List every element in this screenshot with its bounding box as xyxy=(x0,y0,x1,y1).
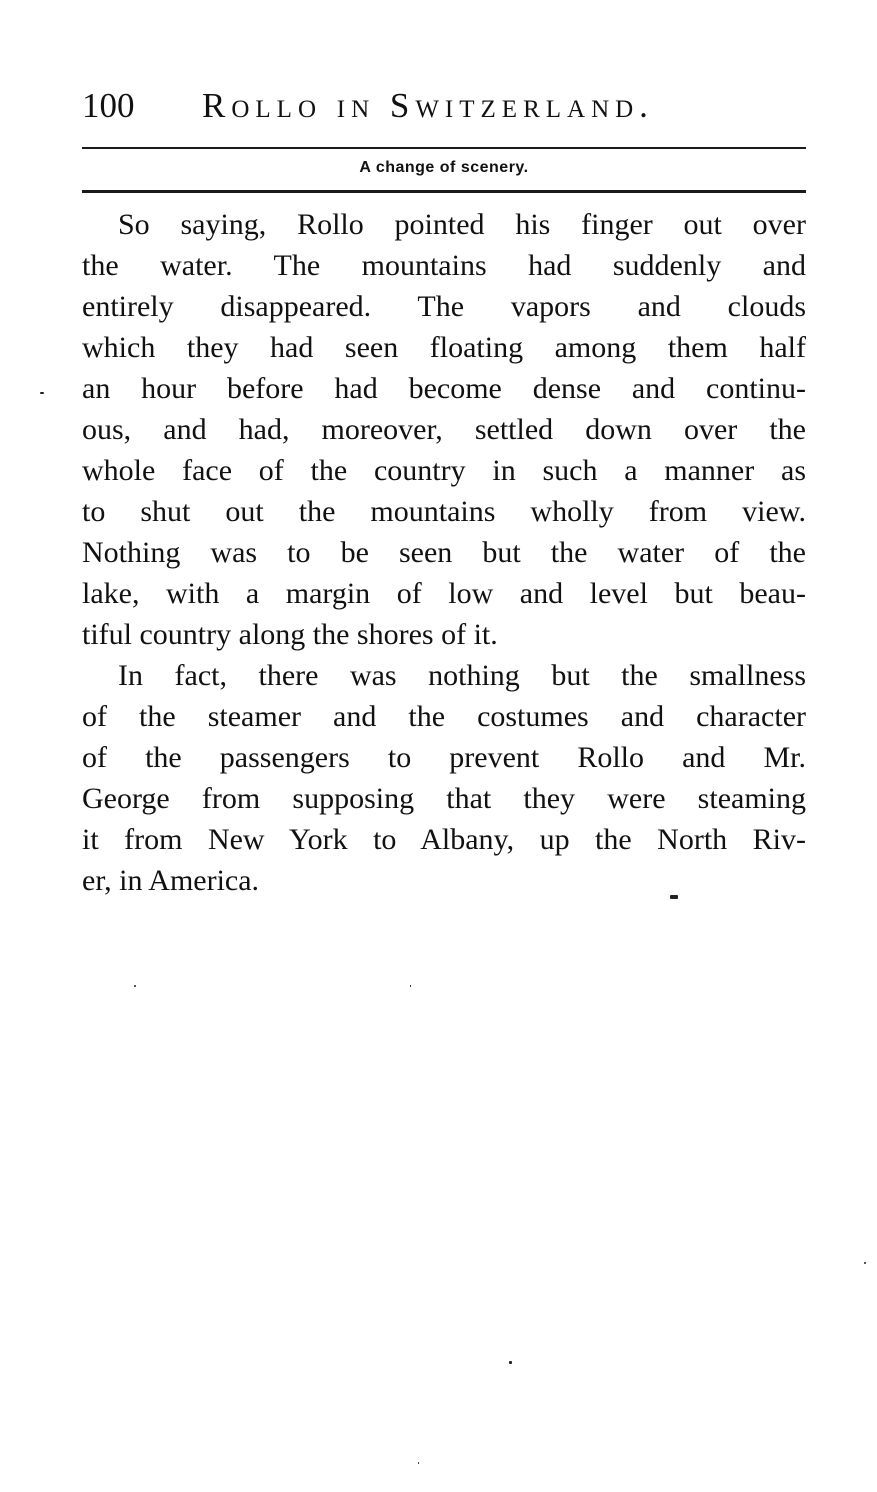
ink-speck xyxy=(410,985,411,987)
ink-speck xyxy=(418,1462,419,1464)
text-line: of the steamer and the costumes and character xyxy=(82,700,806,733)
text-line: Nothing was to be seen but the water of the xyxy=(82,536,806,569)
text-line: the water. The mountains had suddenly and xyxy=(82,249,806,282)
ink-speck xyxy=(670,895,678,899)
body-text xyxy=(82,204,806,901)
section-heading: A change of scenery. xyxy=(359,159,529,176)
paragraph-1 xyxy=(82,204,806,655)
text-line: In fact, there was nothing but the smallness xyxy=(118,659,806,692)
text-line: whole face of the country in such a manner as xyxy=(82,454,806,487)
text-line: tiful country along the shores of it. xyxy=(82,618,498,651)
text-line: which they had seen floating among them half xyxy=(82,331,806,364)
ink-speck xyxy=(509,1361,512,1364)
ink-speck xyxy=(134,985,136,987)
text-line: So saying, Rollo pointed his finger out over xyxy=(118,208,806,241)
text-line: an hour before had become dense and continu- xyxy=(82,372,806,405)
page-number: 100 xyxy=(82,86,135,125)
text-line: of the passengers to prevent Rollo and Mr. xyxy=(82,741,806,774)
top-rule xyxy=(82,147,806,149)
bottom-rule xyxy=(82,190,806,193)
running-head xyxy=(82,82,806,132)
text-line: lake, with a margin of low and level but beau- xyxy=(82,577,806,610)
margin-speck xyxy=(40,392,44,394)
text-line: ous, and had, moreover, settled down over the xyxy=(82,413,806,446)
text-line: entirely disappeared. The vapors and clouds xyxy=(82,290,806,323)
text-line: George from supposing that they were steaming xyxy=(82,782,806,815)
book-title: Rollo in Switzerland. xyxy=(202,86,654,125)
text-line: er, in America. xyxy=(82,864,260,897)
text-line: to shut out the mountains wholly from view. xyxy=(82,495,806,528)
text-line: it from New York to Albany, up the North Riv- xyxy=(82,823,806,856)
paragraph-2 xyxy=(82,655,806,901)
ink-speck xyxy=(864,1262,866,1264)
